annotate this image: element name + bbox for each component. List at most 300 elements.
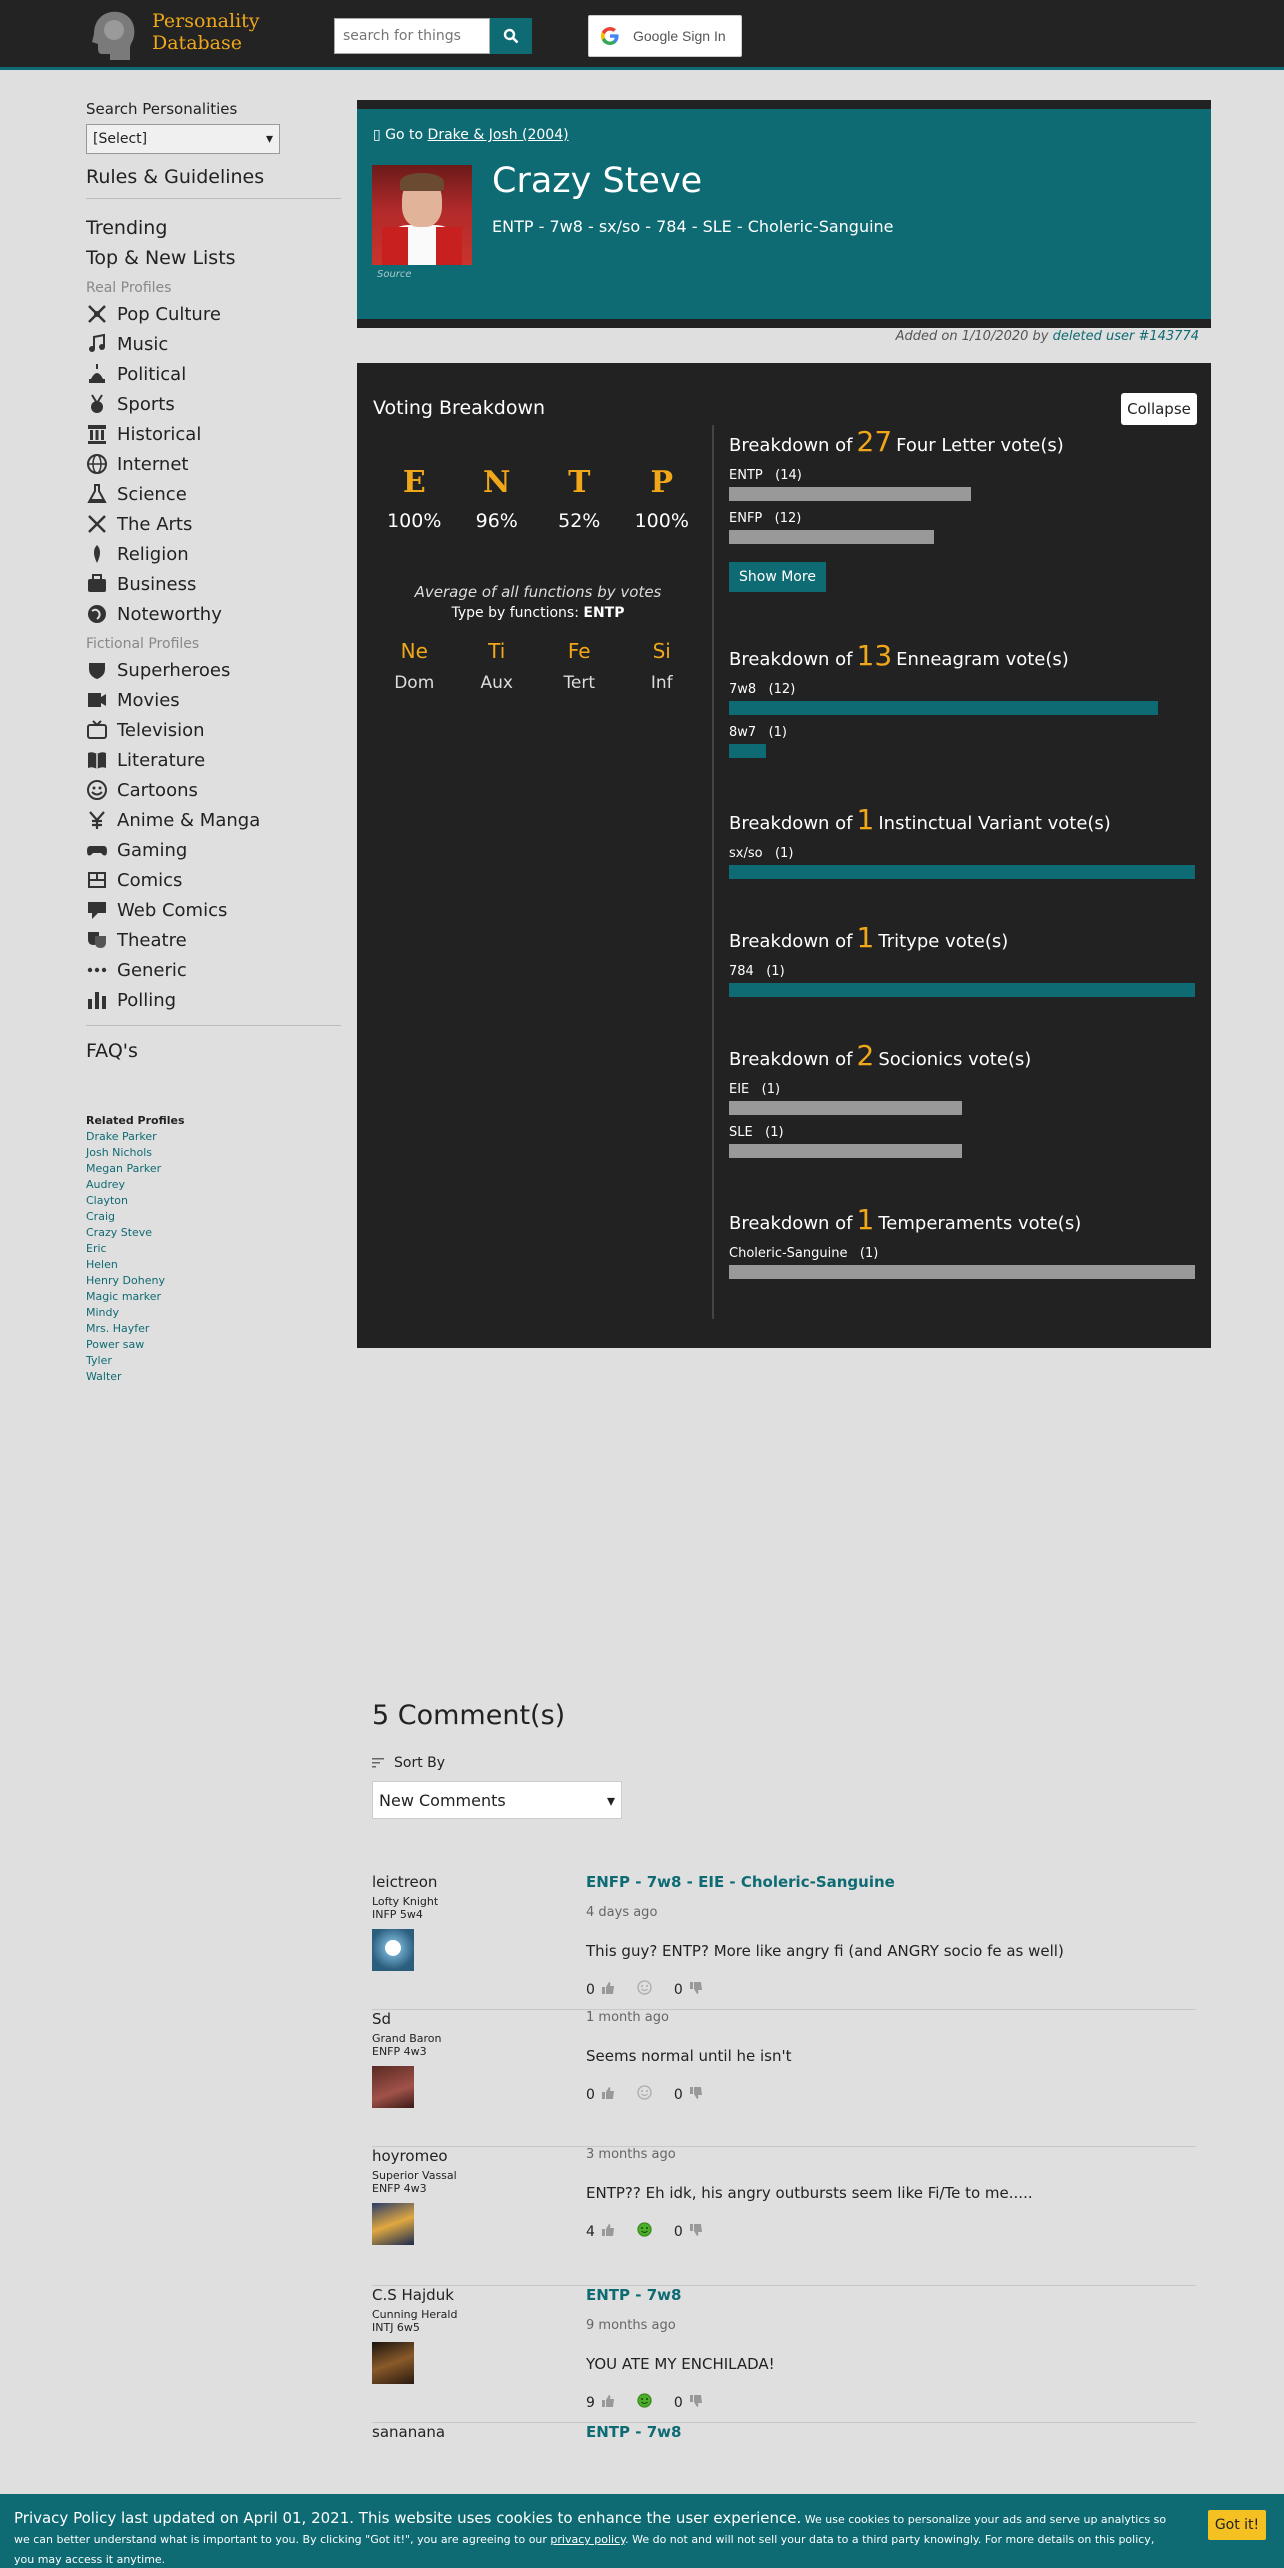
political-icon bbox=[86, 363, 108, 385]
sidebar-item-label: Religion bbox=[117, 543, 189, 565]
function-role: Tert bbox=[563, 673, 596, 693]
profile-card bbox=[357, 100, 1211, 328]
breakdown-count: 2 bbox=[856, 1039, 875, 1072]
letter-percent: 100% bbox=[387, 510, 442, 532]
google-icon bbox=[601, 27, 619, 45]
comment-username[interactable]: hoyromeo bbox=[372, 2147, 448, 2165]
noteworthy-icon bbox=[86, 603, 108, 625]
related-profile-link[interactable]: Mrs. Hayfer bbox=[86, 1322, 150, 1335]
vote-bar bbox=[729, 865, 1195, 879]
sidebar-item-label: Movies bbox=[117, 689, 180, 711]
vote-bar-label bbox=[729, 1082, 1199, 1097]
sidebar-item-label: Polling bbox=[117, 989, 177, 1011]
vote-option: 784 bbox=[729, 964, 754, 979]
breakdown-count: 1 bbox=[856, 1203, 875, 1236]
related-profile-link[interactable]: Power saw bbox=[86, 1338, 145, 1351]
search-icon bbox=[503, 28, 519, 44]
vote-bar-label bbox=[729, 682, 1199, 697]
comment-username[interactable]: leictreon bbox=[372, 1873, 438, 1891]
sidebar-item-comics[interactable] bbox=[86, 865, 341, 895]
cookie-banner bbox=[0, 2494, 1284, 2568]
comment-username[interactable]: Sd bbox=[372, 2010, 392, 2028]
type-by-label: Type by functions: bbox=[451, 605, 579, 621]
sidebar-item-generic[interactable] bbox=[86, 955, 341, 985]
sidebar-item-label: Cartoons bbox=[117, 779, 198, 801]
sidebar-item-label: Theatre bbox=[117, 929, 187, 951]
vote-bar bbox=[729, 530, 934, 544]
sort-by bbox=[372, 1755, 1196, 1771]
smile-icon[interactable] bbox=[637, 1980, 652, 1999]
comics-icon bbox=[86, 869, 108, 891]
function-role: Aux bbox=[480, 673, 513, 693]
sidebar-item-theatre[interactable] bbox=[86, 925, 341, 955]
logo-text[interactable] bbox=[152, 10, 260, 54]
breakdown-prefix: Breakdown of bbox=[729, 1049, 853, 1070]
letter-percentages bbox=[373, 465, 703, 532]
letter-stat bbox=[622, 465, 702, 532]
related-profile-link[interactable]: Crazy Steve bbox=[86, 1226, 153, 1239]
function-stat bbox=[539, 639, 619, 693]
chevron-down-icon: ▾ bbox=[265, 131, 273, 147]
science-icon bbox=[86, 483, 108, 505]
added-info bbox=[357, 329, 1199, 344]
vote-count: (14) bbox=[775, 468, 802, 483]
voting-title: Voting Breakdown bbox=[373, 397, 546, 419]
related-profile-link[interactable]: Helen bbox=[86, 1258, 118, 1271]
goto-prefix: Go to bbox=[385, 127, 424, 143]
sidebar-item-label: Noteworthy bbox=[117, 603, 222, 625]
comment-text: Seems normal until he isn't bbox=[586, 2047, 792, 2065]
vote-option: EIE bbox=[729, 1082, 750, 1097]
breakdown-heading bbox=[729, 425, 1199, 458]
comment-item bbox=[372, 2286, 1196, 2423]
historical-icon bbox=[86, 423, 108, 445]
sidebar-item-movies[interactable] bbox=[86, 685, 341, 715]
vote-bar bbox=[729, 1265, 1195, 1279]
logo-line1: Personality bbox=[152, 10, 260, 32]
religion-icon bbox=[86, 543, 108, 565]
related-profile-link[interactable]: Henry Doheny bbox=[86, 1274, 165, 1287]
thumbs-up-icon[interactable] bbox=[601, 2086, 615, 2104]
avatar[interactable] bbox=[372, 2066, 414, 2108]
comment-body bbox=[586, 2147, 1196, 2241]
profile-types: ENTP - 7w8 - sx/so - 784 - SLE - Choleric-Sanguine bbox=[492, 217, 894, 236]
logo-head-icon[interactable] bbox=[86, 8, 138, 62]
sidebar-item-label: Web Comics bbox=[117, 899, 228, 921]
sidebar-item-label: Historical bbox=[117, 423, 202, 445]
related-profile-link[interactable]: Mindy bbox=[86, 1306, 120, 1319]
vote-bar bbox=[729, 744, 766, 758]
sidebar bbox=[86, 100, 341, 1385]
comment-user-rank: Cunning Herald bbox=[372, 2308, 458, 2321]
comment-vote-types[interactable]: ENFP - 7w8 - EIE - Choleric-Sanguine bbox=[586, 1873, 895, 1891]
letter-code: P bbox=[650, 465, 674, 500]
polling-icon bbox=[86, 989, 108, 1011]
comment-item bbox=[372, 2423, 1196, 2483]
real-profiles-label: Real Profiles bbox=[86, 280, 172, 296]
sidebar-item-cartoons[interactable] bbox=[86, 775, 341, 805]
breakdown-label: Enneagram vote(s) bbox=[896, 649, 1069, 670]
cartoons-icon bbox=[86, 779, 108, 801]
function-stat bbox=[374, 639, 454, 693]
comment-author bbox=[372, 1873, 572, 1971]
photo-source-link[interactable]: Source bbox=[377, 269, 412, 280]
faq-link[interactable]: FAQ's bbox=[86, 1040, 138, 1062]
type-by-value: ENTP bbox=[583, 605, 625, 621]
vote-count: (1) bbox=[761, 1082, 781, 1097]
chevron-down-icon: ▾ bbox=[606, 1790, 615, 1810]
vote-bar-label bbox=[729, 964, 1199, 979]
function-stack bbox=[373, 639, 703, 693]
letter-code: T bbox=[568, 465, 591, 500]
sidebar-item-label: Science bbox=[117, 483, 187, 505]
sidebar-item-television[interactable] bbox=[86, 715, 341, 745]
thumbs-up-icon[interactable] bbox=[601, 2223, 615, 2241]
pop-culture-icon bbox=[86, 303, 108, 325]
sidebar-item-superheroes[interactable] bbox=[86, 655, 341, 685]
sidebar-divider bbox=[86, 1025, 341, 1026]
sidebar-item-label: Literature bbox=[117, 749, 206, 771]
search-input[interactable] bbox=[334, 18, 490, 54]
sidebar-item-the-arts[interactable] bbox=[86, 509, 341, 539]
comment-time: 4 days ago bbox=[586, 1905, 658, 1920]
vote-count: (1) bbox=[766, 964, 785, 979]
sidebar-item-label: Superheroes bbox=[117, 659, 231, 681]
comment-time: 1 month ago bbox=[586, 2010, 669, 2025]
vote-bar bbox=[729, 983, 1195, 997]
top-lists-link[interactable]: Top & New Lists bbox=[86, 247, 236, 269]
sidebar-item-label: Internet bbox=[117, 453, 189, 475]
breakdown-heading bbox=[729, 1039, 1199, 1072]
sidebar-item-label: Sports bbox=[117, 393, 175, 415]
comment-time: 9 months ago bbox=[586, 2318, 676, 2333]
trending-link[interactable]: Trending bbox=[86, 217, 168, 239]
real-profiles-list bbox=[86, 299, 341, 629]
comment-text: YOU ATE MY ENCHILADA! bbox=[586, 2355, 775, 2373]
avatar[interactable] bbox=[372, 2342, 414, 2384]
superheroes-icon bbox=[86, 659, 108, 681]
google-signin-button[interactable] bbox=[588, 15, 742, 57]
avatar[interactable] bbox=[372, 1929, 414, 1971]
search-personalities-label: Search Personalities bbox=[86, 100, 238, 118]
comment-actions bbox=[586, 2393, 1196, 2412]
collapse-button[interactable]: Collapse bbox=[1121, 393, 1197, 425]
sidebar-item-pop-culture[interactable] bbox=[86, 299, 341, 329]
breakdown-block bbox=[729, 803, 1199, 879]
cookie-detail-1: We use cookies to personalize your ads and serve up analytics so we can better understand what is important to you. By clicking "Got it!", you are agreeing to our bbox=[14, 2513, 1167, 2546]
vote-count: (1) bbox=[774, 846, 794, 861]
sidebar-item-business[interactable] bbox=[86, 569, 341, 599]
related-profile-link[interactable]: Craig bbox=[86, 1210, 115, 1223]
added-prefix: Added on 1/10/2020 by bbox=[895, 329, 1049, 344]
top-bar bbox=[0, 0, 1284, 70]
fictional-profiles-list bbox=[86, 655, 341, 1015]
web-comics-icon bbox=[86, 899, 108, 921]
internet-icon bbox=[86, 453, 108, 475]
related-profile-link[interactable]: Josh Nichols bbox=[86, 1146, 152, 1159]
logo-line2: Database bbox=[152, 32, 243, 54]
thumbs-down-icon[interactable] bbox=[689, 2086, 703, 2104]
breakdown-heading bbox=[729, 1203, 1199, 1236]
vote-count: (1) bbox=[859, 1246, 879, 1261]
letter-code: N bbox=[483, 465, 511, 500]
comment-vote-types[interactable]: ENTP - 7w8 bbox=[586, 2423, 682, 2441]
sidebar-item-label: Music bbox=[117, 333, 169, 355]
sidebar-item-sports[interactable] bbox=[86, 389, 341, 419]
breakdown-prefix: Breakdown of bbox=[729, 813, 853, 834]
breakdown-heading bbox=[729, 921, 1199, 954]
related-profile-link[interactable]: Magic marker bbox=[86, 1290, 162, 1303]
vote-option: 8w7 bbox=[729, 725, 757, 740]
vote-bar-label bbox=[729, 725, 1199, 740]
function-name: Ne bbox=[400, 639, 428, 663]
vote-option: 7w8 bbox=[729, 682, 757, 697]
function-stat bbox=[622, 639, 702, 693]
dislike-count: 0 bbox=[673, 2223, 683, 2240]
rules-link[interactable]: Rules & Guidelines bbox=[86, 166, 341, 199]
smile-icon[interactable] bbox=[637, 2393, 652, 2412]
generic-icon bbox=[86, 959, 108, 981]
sidebar-item-religion[interactable] bbox=[86, 539, 341, 569]
fictional-profiles-label: Fictional Profiles bbox=[86, 636, 200, 652]
voting-separator bbox=[712, 425, 714, 1319]
gaming-icon bbox=[86, 839, 108, 861]
function-stat bbox=[457, 639, 537, 693]
comment-text: This guy? ENTP? More like angry fi (and ANGRY socio fe as well) bbox=[586, 1942, 1064, 1960]
comment-actions bbox=[586, 2222, 1196, 2241]
like-count: 4 bbox=[586, 2223, 595, 2240]
breakdown-block bbox=[729, 639, 1199, 758]
thumbs-down-icon[interactable] bbox=[689, 1981, 703, 1999]
vote-option: ENTP bbox=[729, 468, 763, 483]
added-user-link[interactable]: deleted user #143774 bbox=[1052, 329, 1199, 344]
breakdown-prefix: Breakdown of bbox=[729, 649, 853, 670]
television-icon bbox=[86, 719, 108, 741]
breakdown-label: Socionics vote(s) bbox=[878, 1049, 1032, 1070]
sidebar-item-music[interactable] bbox=[86, 329, 341, 359]
business-icon bbox=[86, 573, 108, 595]
comment-author bbox=[372, 2286, 572, 2384]
like-count: 0 bbox=[586, 1981, 595, 1998]
smile-icon[interactable] bbox=[637, 2085, 652, 2104]
sidebar-item-science[interactable] bbox=[86, 479, 341, 509]
breakdown-label: Tritype vote(s) bbox=[878, 931, 1009, 952]
dislike-count: 0 bbox=[673, 2086, 683, 2103]
profile-name: Crazy Steve bbox=[492, 161, 703, 201]
vote-bar bbox=[729, 487, 971, 501]
comments-title: 5 Comment(s) bbox=[372, 1700, 566, 1731]
comment-user-type: ENFP 4w3 bbox=[372, 2045, 427, 2058]
vote-bar-label bbox=[729, 511, 1199, 526]
breakdown-prefix: Breakdown of bbox=[729, 931, 853, 952]
dislike-count: 0 bbox=[673, 2394, 683, 2411]
functions-average-label: Average of all functions by votes bbox=[414, 583, 662, 601]
comment-body bbox=[586, 2286, 1196, 2412]
breakdown-label: Temperaments vote(s) bbox=[878, 1213, 1082, 1234]
profile-photo[interactable] bbox=[372, 165, 472, 265]
sort-select-value: New Comments bbox=[379, 1790, 506, 1810]
comment-username[interactable]: sananana bbox=[372, 2423, 446, 2441]
privacy-policy-link[interactable]: privacy policy bbox=[550, 2533, 626, 2546]
comment-user-type: INTJ 6w5 bbox=[372, 2321, 420, 2334]
movies-icon bbox=[86, 689, 108, 711]
breakdown-heading bbox=[729, 803, 1199, 836]
voting-breakdown bbox=[357, 363, 1211, 1348]
avatar[interactable] bbox=[372, 2203, 414, 2245]
sort-select[interactable] bbox=[372, 1781, 622, 1819]
show-more-button[interactable]: Show More bbox=[729, 562, 826, 592]
comment-actions bbox=[586, 1980, 1196, 1999]
comment-body bbox=[586, 2423, 1196, 2455]
sort-label: Sort By bbox=[394, 1755, 446, 1771]
category-select[interactable] bbox=[86, 124, 280, 154]
sidebar-item-label: Business bbox=[117, 573, 197, 595]
sidebar-item-label: Anime & Manga bbox=[117, 809, 261, 831]
type-by-functions bbox=[373, 605, 703, 621]
related-profile-link[interactable]: Drake Parker bbox=[86, 1130, 157, 1143]
breakdown-heading bbox=[729, 639, 1199, 672]
series-link[interactable]: Drake & Josh (2004) bbox=[427, 127, 569, 143]
cookie-headline: Privacy Policy last updated on April 01, 2021. This website uses cookies to enhance the user experience. bbox=[14, 2509, 802, 2527]
google-signin-label: Google Sign In bbox=[633, 28, 726, 44]
letter-percent: 52% bbox=[558, 510, 601, 532]
function-name: Fe bbox=[567, 639, 591, 663]
sidebar-item-label: Gaming bbox=[117, 839, 188, 861]
sidebar-item-polling[interactable] bbox=[86, 985, 341, 1015]
function-role: Dom bbox=[394, 673, 435, 693]
thumbs-down-icon[interactable] bbox=[689, 2223, 703, 2241]
vote-option: SLE bbox=[729, 1125, 753, 1140]
sidebar-item-literature[interactable] bbox=[86, 745, 341, 775]
vote-count: (1) bbox=[768, 725, 788, 740]
sidebar-item-noteworthy[interactable] bbox=[86, 599, 341, 629]
comments-section bbox=[372, 1700, 1196, 2441]
sidebar-item-political[interactable] bbox=[86, 359, 341, 389]
comment-item bbox=[372, 2010, 1196, 2147]
vote-bar-label bbox=[729, 1125, 1199, 1140]
theatre-icon bbox=[86, 929, 108, 951]
breakdown-count: 13 bbox=[856, 639, 893, 672]
vote-bar-label bbox=[729, 468, 1199, 483]
vote-bar-label bbox=[729, 846, 1199, 861]
comment-text: ENTP?? Eh idk, his angry outbursts seem like Fi/Te to me..... bbox=[586, 2184, 1033, 2202]
comment-time: 3 months ago bbox=[586, 2147, 676, 2162]
breakdown-label: Instinctual Variant vote(s) bbox=[878, 813, 1111, 834]
related-profiles-title: Related Profiles bbox=[86, 1114, 185, 1127]
sidebar-item-label: Pop Culture bbox=[117, 303, 221, 325]
comment-username[interactable]: C.S Hajduk bbox=[372, 2286, 454, 2304]
like-count: 9 bbox=[586, 2394, 595, 2411]
breakdown-block bbox=[729, 425, 1199, 592]
comment-author bbox=[372, 2147, 572, 2245]
comment-actions bbox=[586, 2085, 1196, 2104]
breakdown-block bbox=[729, 1203, 1199, 1279]
literature-icon bbox=[86, 749, 108, 771]
letter-stat bbox=[374, 465, 454, 532]
comment-author bbox=[372, 2010, 572, 2108]
breakdown-count: 1 bbox=[856, 921, 875, 954]
comment-user-rank: Superior Vassal bbox=[372, 2169, 457, 2182]
sidebar-item-label: Television bbox=[117, 719, 205, 741]
sidebar-item-label: Generic bbox=[117, 959, 187, 981]
related-profile-link[interactable]: Walter bbox=[86, 1370, 122, 1383]
cookie-detail-2: . We do not and will not sell your data to a third party knowingly. For more details on this policy, you may access it anytime. bbox=[14, 2533, 1155, 2566]
sidebar-item-web-comics[interactable] bbox=[86, 895, 341, 925]
comment-body bbox=[586, 1873, 1196, 1999]
vote-count: (12) bbox=[768, 682, 796, 697]
breakdown-count: 1 bbox=[856, 803, 875, 836]
comment-user-type: ENFP 4w3 bbox=[372, 2182, 427, 2195]
sidebar-item-label: The Arts bbox=[117, 513, 193, 535]
breakdown-block bbox=[729, 1039, 1199, 1158]
vote-bar bbox=[729, 1101, 962, 1115]
arts-icon bbox=[86, 513, 108, 535]
smile-icon[interactable] bbox=[637, 2222, 652, 2241]
function-role: Inf bbox=[650, 673, 673, 693]
like-count: 0 bbox=[586, 2086, 595, 2103]
breakdown-label: Four Letter vote(s) bbox=[896, 435, 1064, 456]
comment-vote-types[interactable]: ENTP - 7w8 bbox=[586, 2286, 682, 2304]
vote-bar bbox=[729, 1144, 962, 1158]
link-icon: ▯ bbox=[373, 127, 381, 143]
comment-body bbox=[586, 2010, 1196, 2104]
breakdown-prefix: Breakdown of bbox=[729, 1213, 853, 1234]
sports-icon bbox=[86, 393, 108, 415]
vote-bar-label bbox=[729, 1246, 1199, 1261]
vote-bar bbox=[729, 701, 1158, 715]
got-it-button[interactable]: Got it! bbox=[1208, 2510, 1266, 2540]
thumbs-up-icon[interactable] bbox=[601, 1981, 615, 1999]
sort-icon bbox=[372, 1757, 386, 1769]
related-profile-link[interactable]: Eric bbox=[86, 1242, 107, 1255]
related-profile-link[interactable]: Clayton bbox=[86, 1194, 129, 1207]
breakdown-block bbox=[729, 921, 1199, 997]
function-name: Si bbox=[652, 639, 671, 663]
thumbs-down-icon[interactable] bbox=[689, 2394, 703, 2412]
related-profile-link[interactable]: Audrey bbox=[86, 1178, 126, 1191]
letter-code: E bbox=[402, 465, 426, 500]
goto-series bbox=[373, 127, 569, 143]
cookie-text bbox=[14, 2508, 1174, 2568]
function-name: Ti bbox=[488, 639, 506, 663]
related-profile-link[interactable]: Tyler bbox=[86, 1354, 112, 1367]
comment-author bbox=[372, 2423, 572, 2441]
related-profile-link[interactable]: Megan Parker bbox=[86, 1162, 162, 1175]
thumbs-up-icon[interactable] bbox=[601, 2394, 615, 2412]
music-icon bbox=[86, 333, 108, 355]
vote-count: (1) bbox=[765, 1125, 784, 1140]
vote-option: Choleric-Sanguine bbox=[729, 1246, 848, 1261]
comment-user-rank: Grand Baron bbox=[372, 2032, 442, 2045]
letter-stat bbox=[539, 465, 619, 532]
breakdown-count: 27 bbox=[856, 425, 893, 458]
search-button[interactable] bbox=[490, 18, 532, 54]
comment-item bbox=[372, 2147, 1196, 2286]
sidebar-item-historical[interactable] bbox=[86, 419, 341, 449]
sidebar-item-gaming[interactable] bbox=[86, 835, 341, 865]
sidebar-item-internet[interactable] bbox=[86, 449, 341, 479]
vote-count: (12) bbox=[774, 511, 802, 526]
sidebar-item-label: Comics bbox=[117, 869, 183, 891]
sidebar-item-anime-manga[interactable] bbox=[86, 805, 341, 835]
comment-item bbox=[372, 1873, 1196, 2010]
vote-option: sx/so bbox=[729, 846, 763, 861]
vote-option: ENFP bbox=[729, 511, 763, 526]
letter-percent: 96% bbox=[475, 510, 518, 532]
comment-user-type: INFP 5w4 bbox=[372, 1908, 423, 1921]
breakdown-prefix: Breakdown of bbox=[729, 435, 853, 456]
anime-icon bbox=[86, 809, 108, 831]
